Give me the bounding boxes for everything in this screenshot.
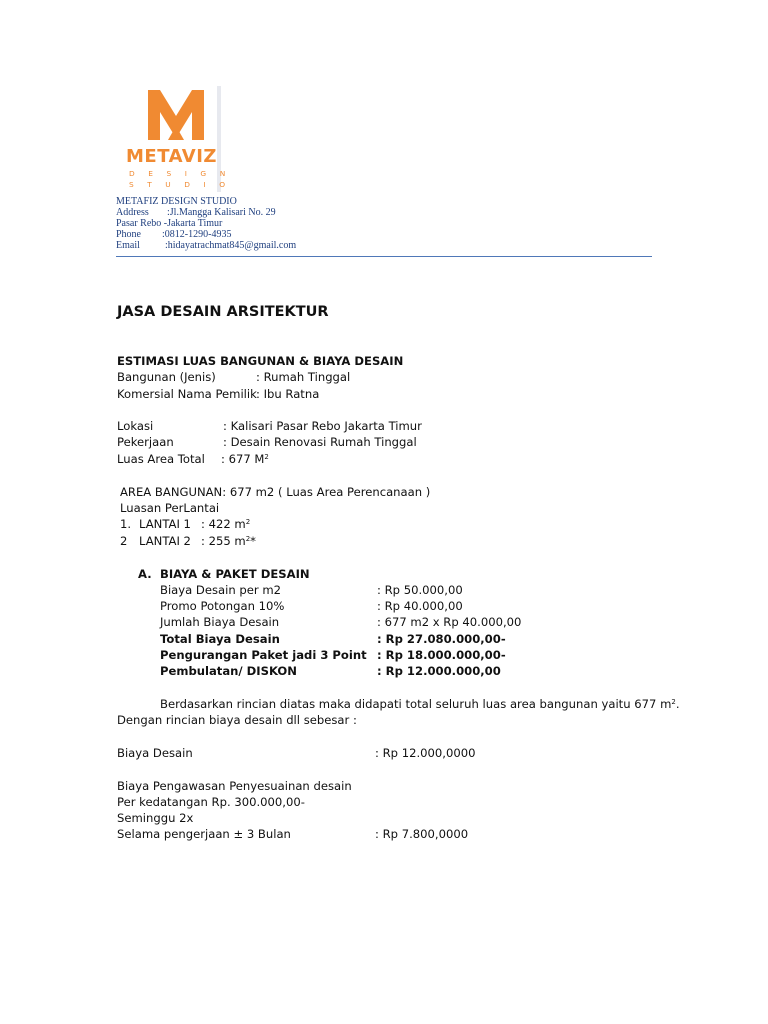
supervision-line-3: Seminggu 2x bbox=[117, 811, 194, 825]
floor-2-value: : 255 $m^2*$ bbox=[201, 534, 256, 548]
price-row-label: Total Biaya Desain bbox=[160, 632, 280, 646]
phone-value: :0812-1290-4935 bbox=[162, 229, 232, 240]
total-area-value: : 677 $M^2$ bbox=[221, 452, 269, 466]
price-row-label: Jumlah Biaya Desain bbox=[160, 615, 280, 629]
price-row-label: Biaya Desain per m2 bbox=[160, 583, 282, 597]
supervision-line-2: Per kedatangan Rp. 300.000,00- bbox=[117, 795, 305, 809]
supervision-fee-value: : Rp 7.800,0000 bbox=[375, 827, 469, 841]
estimate-heading: ESTIMASI LUAS BANGUNAN & BIAYA DESAIN bbox=[117, 354, 404, 368]
address-label: Address bbox=[116, 207, 149, 218]
price-row-value: : Rp 18.000.000,00- bbox=[377, 648, 506, 662]
address-line-2: Pasar Rebo -Jakarta Timur bbox=[116, 218, 223, 229]
summary-paragraph-line-1: Berdasarkan rincian diatas maka didapati total seluruh luas area bangunan yaitu 677 $m^2$. bbox=[160, 697, 680, 711]
building-type-label: Bangunan (Jenis) bbox=[117, 370, 216, 384]
phone-label: Phone bbox=[116, 229, 141, 240]
design-fee-label: Biaya Desain bbox=[117, 746, 193, 760]
building-area-line: AREA BANGUNAN: 677 m2 ( Luas Area Perencanaan ) bbox=[120, 485, 431, 499]
per-floor-heading: Luasan PerLantai bbox=[120, 501, 220, 515]
supervision-line-1: Biaya Pengawasan Penyesuainan desain bbox=[117, 779, 352, 793]
logo-name: METAVIZ bbox=[126, 146, 217, 167]
section-a-letter: A. bbox=[138, 567, 152, 581]
building-type-value: : Rumah Tinggal bbox=[256, 370, 351, 384]
section-a-heading: BIAYA & PAKET DESAIN bbox=[160, 567, 310, 581]
price-row-value: : Rp 50.000,00 bbox=[377, 583, 463, 597]
price-row-value: : Rp 27.080.000,00- bbox=[377, 632, 506, 646]
floor-1-name: LANTAI 1 bbox=[139, 517, 191, 531]
price-row-value: : Rp 12.000.000,00 bbox=[377, 664, 501, 678]
metaviz-logo-mark bbox=[148, 90, 204, 140]
owner-label: Komersial Nama Pemilik bbox=[117, 387, 257, 401]
price-row-label: Pengurangan Paket jadi 3 Point bbox=[160, 648, 367, 662]
email-value: :hidayatrachmat845@gmail.com bbox=[165, 240, 297, 251]
supervision-duration-label: Selama pengerjaan ± 3 Bulan bbox=[117, 827, 291, 841]
work-value: : Desain Renovasi Rumah Tinggal bbox=[223, 435, 417, 449]
logo-subtitle-design: D E S I G N bbox=[129, 169, 231, 178]
price-row-label: Pembulatan/ DISKON bbox=[160, 664, 297, 678]
design-fee-value: : Rp 12.000,0000 bbox=[375, 746, 476, 760]
floor-1-number: 1. bbox=[120, 517, 132, 531]
work-label: Pekerjaan bbox=[117, 435, 174, 449]
document-title: JASA DESAIN ARSITEKTUR bbox=[117, 304, 329, 320]
location-label: Lokasi bbox=[117, 419, 154, 433]
floor-2-name: LANTAI 2 bbox=[139, 534, 191, 548]
price-row-value: : Rp 40.000,00 bbox=[377, 599, 463, 613]
logo-subtitle-studio: S T U D I O bbox=[129, 180, 231, 189]
owner-value: : Ibu Ratna bbox=[256, 387, 320, 401]
price-row-label: Promo Potongan 10% bbox=[160, 599, 285, 613]
price-row-value: : 677 m2 x Rp 40.000,00 bbox=[377, 615, 522, 629]
summary-paragraph-line-2: Dengan rincian biaya desain dll sebesar : bbox=[117, 713, 357, 727]
header-divider bbox=[116, 256, 652, 257]
address-value: :Jl.Mangga Kalisari No. 29 bbox=[167, 207, 276, 218]
location-value: : Kalisari Pasar Rebo Jakarta Timur bbox=[223, 419, 422, 433]
floor-1-value: : 422 $m^2$ bbox=[201, 517, 251, 531]
floor-2-number: 2 bbox=[120, 534, 128, 548]
email-label: Email bbox=[116, 240, 140, 251]
total-area-label: Luas Area Total bbox=[117, 452, 205, 466]
company-name: METAFIZ DESIGN STUDIO bbox=[116, 196, 237, 207]
